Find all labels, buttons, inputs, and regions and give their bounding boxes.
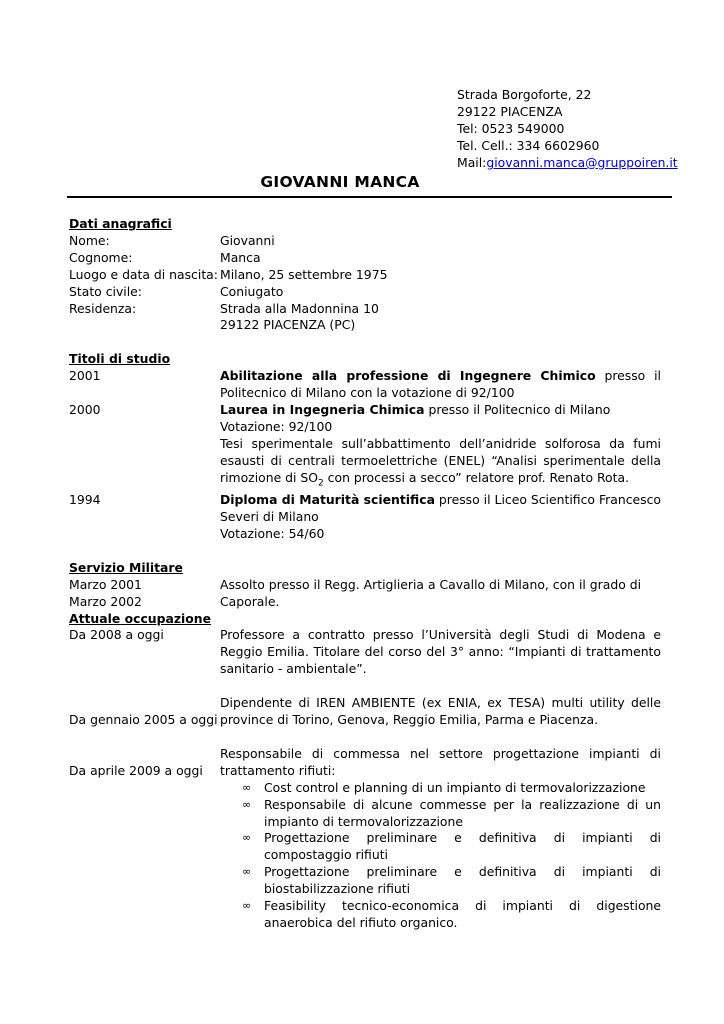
study-desc	[220, 368, 661, 402]
infinity-bullet-icon: ∞	[242, 831, 252, 845]
job-entry	[69, 695, 661, 729]
study-thesis	[220, 436, 661, 492]
section-heading-anagrafici: Dati anagrafici	[69, 216, 172, 231]
contact-city: 29122 PIACENZA	[457, 104, 563, 119]
bullet-text: Feasibility tecnico-economica di impianti di digestione anaerobica del rifiuto organico.	[264, 898, 661, 930]
infinity-bullet-icon: ∞	[242, 899, 252, 913]
job-date: Da aprile 2009 a oggi	[69, 762, 203, 778]
military-to: Marzo 2002	[69, 593, 142, 609]
job-desc: Professore a contratto presso l’Università degli Studi di Modena e Reggio Emilia. Titolare del corso del 3° anno: “Impianti di trattamento sanitario - ambientale”.	[220, 627, 661, 677]
study-title: Laurea in Ingegneria Chimica	[220, 402, 425, 418]
row-value: Milano, 25 settembre 1975	[220, 266, 388, 282]
job-date: Da 2008 a oggi	[69, 627, 164, 643]
row-value: 29122 PIACENZA (PC)	[220, 317, 356, 333]
row-label: Cognome:	[69, 249, 133, 265]
job-entry	[69, 627, 661, 678]
thesis-text-b: con processi a secco” relatore prof. Renato Rota.	[323, 469, 630, 485]
thesis-text-a: Tesi sperimentale sull’abbattimento dell’anidride solforosa da fumi esausti di centrali termoelettriche (ENEL) “Analisi sperimentale della rimozione di SO	[220, 435, 661, 485]
anagrafici-row	[69, 267, 661, 284]
list-item	[242, 797, 661, 831]
spacer	[69, 729, 661, 746]
study-line	[220, 492, 661, 526]
military-entry	[69, 577, 661, 611]
study-entry	[69, 368, 661, 402]
thesis-subscript: 2	[318, 478, 324, 489]
row-value: Manca	[220, 249, 261, 265]
anagrafici-row	[69, 284, 661, 301]
list-item	[242, 830, 661, 864]
job-entry	[69, 746, 661, 932]
row-value: Giovanni	[220, 232, 275, 248]
bullet-text: Responsabile di alcune commesse per la realizzazione di un impianto di termovalorizzazione	[264, 796, 661, 829]
spacer	[69, 678, 661, 695]
bullet-text: Progettazione preliminare e definitiva di impianti di compostaggio rifiuti	[264, 830, 661, 863]
military-from: Marzo 2001	[69, 576, 142, 592]
anagrafici-row	[69, 317, 661, 334]
study-desc	[220, 402, 661, 492]
infinity-bullet-icon: ∞	[242, 780, 252, 794]
section-heading-studio: Titoli di studio	[69, 351, 171, 367]
study-line	[220, 402, 661, 419]
study-text: presso il Politecnico di Milano	[424, 402, 611, 418]
bullet-text: Progettazione preliminare e definitiva di impianti di biostabilizzazione rifiuti	[264, 864, 661, 897]
study-text: presso il Politecnico di Milano con la votazione di 92/100	[220, 368, 661, 401]
contact-street: Strada Borgoforte, 22	[457, 87, 592, 102]
list-item	[242, 780, 661, 797]
contact-block	[457, 86, 678, 171]
cv-content	[69, 216, 661, 932]
infinity-bullet-icon: ∞	[242, 865, 252, 879]
study-vote: Votazione: 92/100	[220, 418, 333, 434]
study-year: 2000	[69, 402, 101, 418]
study-year: 2001	[69, 368, 101, 384]
header-divider	[67, 196, 672, 198]
job-desc: Dipendente di IREN AMBIENTE (ex ENIA, ex TESA) multi utility delle province di Torino, Genova, Reggio Emilia, Parma e Piacenza.	[220, 695, 661, 728]
row-label: Stato civile:	[69, 283, 142, 299]
job-desc: Responsabile di commessa nel settore progettazione impianti di trattamento rifiuti:	[220, 745, 661, 778]
job-date: Da gennaio 2005 a oggi	[69, 712, 218, 728]
contact-cell: Tel. Cell.: 334 6602960	[457, 138, 600, 153]
row-label: Nome:	[69, 232, 110, 248]
row-value: Strada alla Madonnina 10	[220, 300, 379, 316]
study-desc	[220, 492, 661, 543]
mail-label: Mail:	[457, 155, 487, 170]
study-title: Abilitazione alla professione di Ingegnere Chimico	[220, 368, 596, 384]
anagrafici-row	[69, 301, 661, 318]
study-text: presso il Liceo Scientifico Francesco Severi di Milano	[220, 492, 661, 524]
study-entry	[69, 402, 661, 492]
bullet-text: Cost control e planning di un impianto di termovalorizzazione	[264, 779, 646, 795]
section-heading-occupazione: Attuale occupazione	[69, 610, 212, 626]
study-entry	[69, 492, 661, 543]
contact-mail	[457, 154, 678, 171]
job-detail	[220, 746, 661, 932]
spacer	[69, 334, 661, 351]
military-dates	[69, 577, 220, 611]
row-label: Residenza:	[69, 300, 137, 316]
section-heading-militare: Servizio Militare	[69, 559, 183, 575]
list-item	[242, 898, 661, 932]
infinity-bullet-icon: ∞	[242, 797, 252, 811]
list-item	[242, 864, 661, 898]
military-desc: Assolto presso il Regg. Artiglieria a Cavallo di Milano, con il grado di Caporale.	[220, 576, 642, 609]
contact-tel: Tel: 0523 549000	[457, 121, 565, 136]
spacer	[69, 543, 661, 560]
study-year: 1994	[69, 492, 101, 508]
anagrafici-row	[69, 233, 661, 250]
study-title: Diploma di Maturità scientifica	[220, 492, 435, 508]
study-vote: Votazione: 54/60	[220, 525, 325, 541]
person-name: GIOVANNI MANCA	[260, 173, 420, 191]
mail-link[interactable]: giovanni.manca@gruppoiren.it	[486, 155, 678, 170]
anagrafici-row	[69, 250, 661, 267]
row-label	[69, 317, 220, 334]
job-bullets	[220, 780, 661, 932]
row-label: Luogo e data di nascita:	[69, 266, 218, 282]
row-value: Coniugato	[220, 283, 284, 299]
